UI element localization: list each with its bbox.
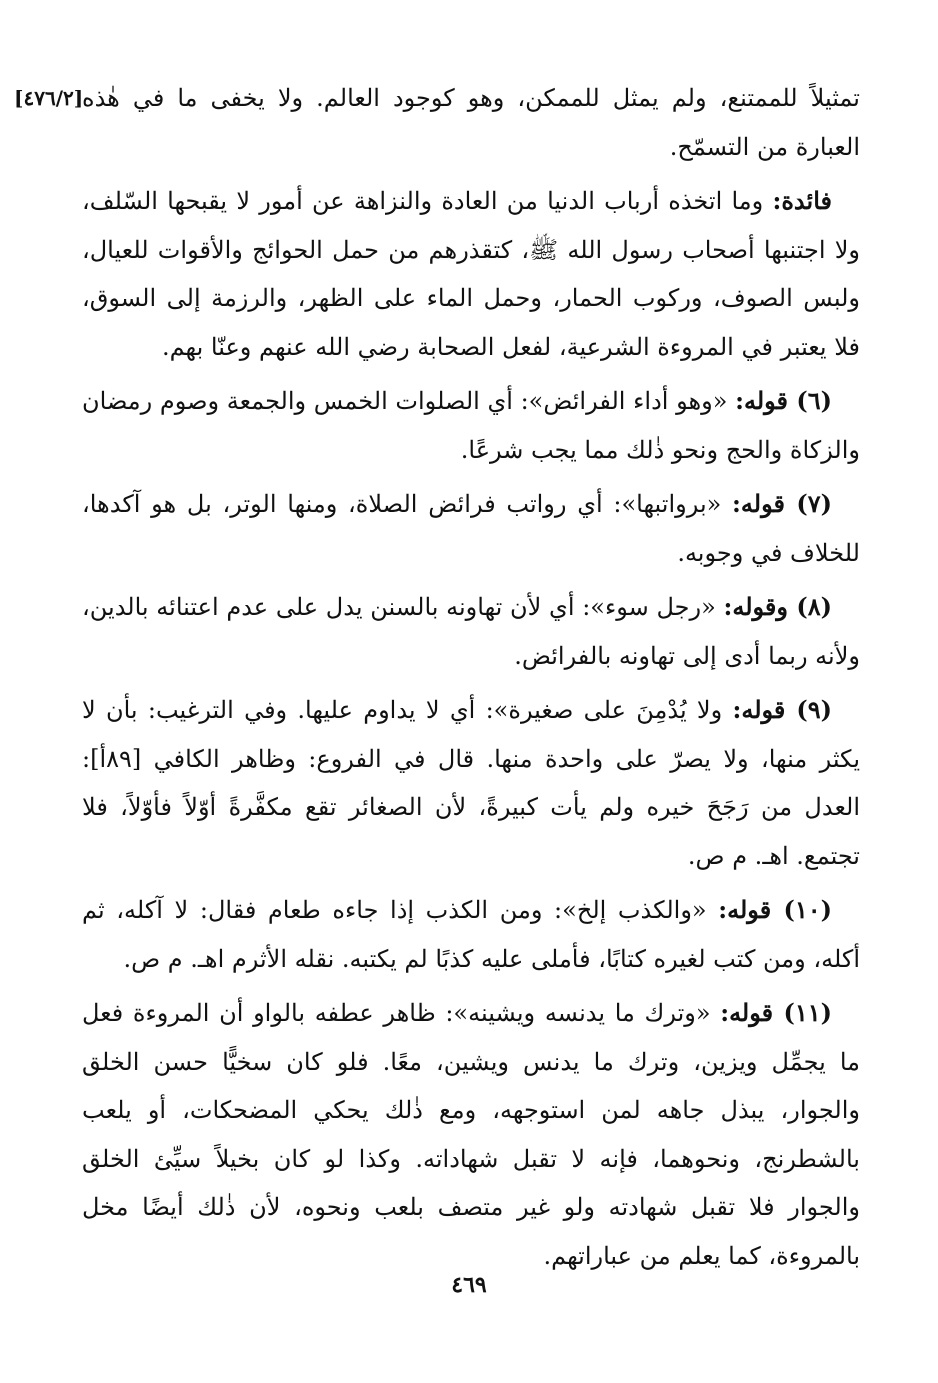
paragraph-lead: (٨) وقوله:: [723, 592, 833, 621]
paragraph-text: «والكذب إلخ»: ومن الكذب إذا جاءه طعام فقال: لا آكله، ثم أكله، ومن كتب لغيره كتابًا، فأملى عليه كذبًا لم يكتبه. نقله الأثرم اهـ. م ص.: [82, 896, 860, 973]
paragraph-note-11: [82, 989, 860, 1280]
paragraph-text: ولا يُدْمِنَ على صغيرة»: أي لا يداوم عليها. وفي الترغيب: بأن لا يكثر منها، ولا يصرّ على واحدة منها. قال في الفروع: وظاهر الكافي [٨٩أ]: العدل من رَجَحَ خيره ولم يأت كبيرةً، لأن الصغائر تقع مكفَّرةً أوّلاً فأوّلاً، فلا تجتمع. اهـ. م ص.: [82, 696, 860, 870]
paragraph-text: «وترك ما يدنسه ويشينه»: ظاهر عطفه بالواو أن المروءة فعل ما يجمِّل ويزين، وترك ما يدنس ويشين، معًا. فلو كان سخيًّا حسن الخلق والجوار، يبذل جاهه لمن استوجهه، ومع ذٰلك يحكي المضحكات، أو يلعب بالشطرنج، ونحوهما، فإنه لا تقبل شهاداته. وكذا لو كان بخيلاً سيِّئ الخلق والجوار فلا تقبل شهادته ولو غير متصف بلعب ونحوه، لأن ذٰلك أيضًا مخل بالمروءة، كما يعلم من عباراتهم.: [82, 999, 860, 1270]
paragraph-lead: فائدة:: [772, 186, 832, 215]
body-text: [82, 74, 860, 1286]
paragraph-note-9: [82, 686, 860, 880]
paragraph-note: [82, 177, 860, 371]
paragraph-text: «برواتبها»: أي رواتب فرائض الصلاة، ومنها الوتر، بل هو آكدها، للخلاف في وجوبه.: [82, 490, 860, 567]
paragraph-lead: (٩) قوله:: [732, 695, 833, 724]
paragraph-text: تمثيلاً للممتنع، ولم يمثل للممكن، وهو كوجود العالم. ولا يخفى ما في هٰذه العبارة من التسمّح.: [82, 84, 860, 161]
paragraph-lead: (١٠) قوله:: [718, 895, 833, 924]
paragraph-note-6: [82, 377, 860, 474]
paragraph-lead: (٧) قوله:: [732, 489, 832, 518]
paragraph-note-7: [82, 480, 860, 577]
paragraph-text: «وهو أداء الفرائض»: أي الصلوات الخمس والجمعة وصوم رمضان والزكاة والحج ونحو ذٰلك مما يجب شرعًا.: [82, 387, 860, 464]
paragraph-lead: (١١) قوله:: [720, 998, 833, 1027]
paragraph-note-10: [82, 886, 860, 983]
paragraph-text: «رجل سوء»: أي لأن تهاونه بالسنن يدل على عدم اعتنائه بالدين، ولأنه ربما أدى إلى تهاونه بالفرائض.: [82, 593, 860, 670]
paragraph-lead: (٦) قوله:: [735, 386, 832, 415]
paragraph-text: وما اتخذه أرباب الدنيا من العادة والنزاهة عن أمور لا يقبحها السّلف، ولا اجتنبها أصحاب رسول الله ﷺ، كتقذرهم من حمل الحوائج والأقوات للعيال، ولبس الصوف، وركوب الحمار، وحمل الماء على الظهر، والرزمة إلى السوق، فلا يعتبر في المروءة الشرعية، لفعل الصحابة رضي الله عنهم وعنّا بهم.: [82, 187, 860, 361]
page-number: ٤٦٩: [451, 1272, 487, 1298]
paragraph-note-8: [82, 583, 860, 680]
margin-reference: [٤٧٦/٢]: [14, 86, 84, 110]
paragraph-continuation: [82, 74, 860, 171]
